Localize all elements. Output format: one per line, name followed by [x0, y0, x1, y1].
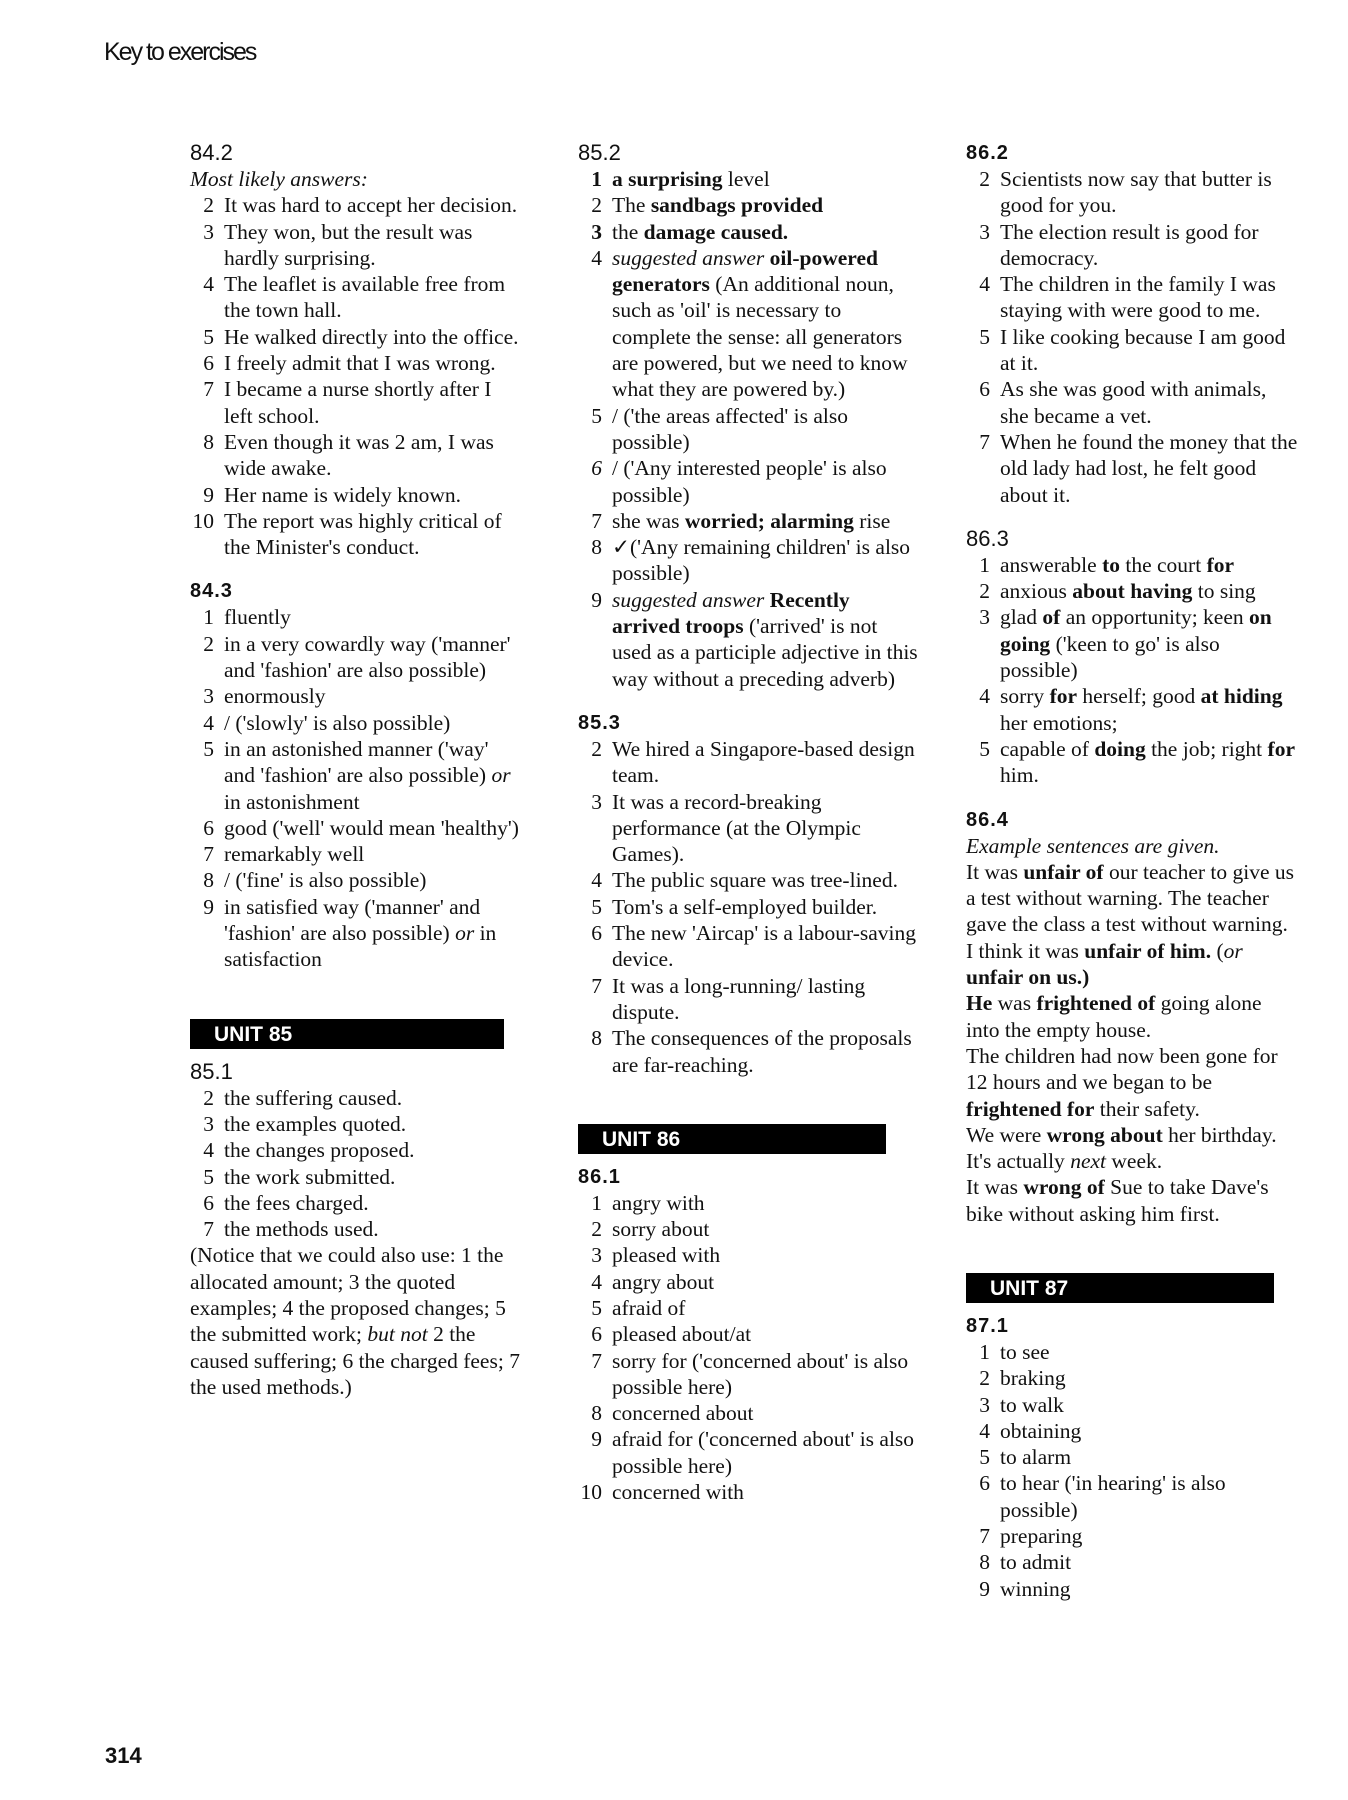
section-heading-85-2: 85.2	[578, 140, 621, 165]
list-item: 7 she was worried; alarming rise	[591, 508, 891, 533]
item-text: The children in the family I was staying with were good to me.	[1000, 272, 1276, 323]
item-text: angry with	[612, 1190, 705, 1215]
list-86-1	[578, 1190, 918, 1506]
list-item	[190, 508, 520, 561]
item-number: 2	[203, 193, 214, 218]
item-text: I became a nurse shortly after I left school.	[224, 377, 492, 428]
item-number: 9	[979, 1576, 990, 1601]
list-item: 7 remarkably well	[203, 842, 365, 867]
list-item	[966, 1339, 1298, 1365]
item-text: It was a record-breaking performance (at the Olympic Games).	[612, 789, 861, 867]
list-item: 4 suggested answer oil-powered generators (An additional noun, such as 'oil' is necessary to complete the sense: all generators are powered, but we need to know what they are powered by.)	[591, 245, 908, 402]
list-item	[190, 192, 520, 218]
item-text: It was hard to accept her decision.	[224, 193, 518, 218]
item-number: 3	[979, 1392, 990, 1417]
item-text: afraid for ('concerned about' is also possible here)	[612, 1427, 915, 1478]
item-number: 2	[591, 1217, 602, 1242]
paragraph: It was unfair of our teacher to give us a test without warning. The teacher gave the class a test without warning. I think it was unfair of him. (or unfair on us.)	[966, 859, 1295, 990]
list-item	[966, 1392, 1298, 1418]
item-text: The public square was tree-lined.	[612, 868, 898, 893]
item-number: 7	[979, 1524, 990, 1549]
item-number: 4	[203, 272, 214, 297]
item-text: winning	[1000, 1576, 1071, 1601]
list-item	[966, 1444, 1298, 1470]
list-item	[190, 1190, 520, 1216]
item-text: to admit	[1000, 1550, 1072, 1575]
paragraph: It was wrong of Sue to take Dave's bike without asking him first.	[966, 1175, 1269, 1226]
item-text: pleased with	[612, 1243, 721, 1268]
unit-87-banner: UNIT 87	[966, 1273, 1274, 1303]
list-item	[966, 1365, 1298, 1391]
item-text: to walk	[1000, 1392, 1064, 1417]
item-number: 8	[591, 1401, 602, 1426]
list-85-1	[190, 1085, 520, 1243]
item-text: Scientists now say that butter is good for you.	[1000, 167, 1272, 218]
item-number: 9	[203, 482, 214, 507]
item-text: The election result is good for democracy.	[1000, 219, 1259, 270]
item-number: 5	[203, 1164, 214, 1189]
list-item	[578, 920, 918, 973]
list-item	[966, 376, 1298, 429]
item-text: They won, but the result was hardly surprising.	[224, 219, 473, 270]
list-item: 9 suggested answer Recently arrived troops ('arrived' is not used as a participle adjective in this way without a preceding adverb)	[591, 587, 918, 691]
item-number: 6	[591, 1322, 602, 1347]
item-number: 5	[203, 324, 214, 349]
section-heading-84-2: 84.2	[190, 140, 233, 165]
item-text: concerned about	[612, 1401, 754, 1426]
item-text: The new 'Aircap' is a labour-saving device.	[612, 921, 917, 972]
item-number: 5	[979, 1445, 990, 1470]
page-header: Key to exercises	[104, 38, 256, 66]
list-item	[190, 1137, 520, 1163]
item-number: 5	[979, 324, 990, 349]
item-text: concerned with	[612, 1480, 744, 1505]
item-text: The consequences of the proposals are far-reaching.	[612, 1026, 912, 1077]
item-number: 6	[979, 377, 990, 402]
list-item	[578, 1216, 918, 1242]
page-number: 314	[105, 1743, 142, 1768]
list-item	[578, 1025, 918, 1078]
list-item	[578, 1479, 918, 1505]
section-heading-84-3: 84.3	[190, 580, 233, 603]
item-number: 9	[591, 1427, 602, 1452]
item-number: 2	[203, 1085, 214, 1110]
item-number: 2	[979, 167, 990, 191]
section-note: (Notice that we could also use: 1 the allocated amount; 3 the quoted examples; 4 the proposed changes; 5 the submitted work; but not 2 the caused suffering; 6 the charged fees; 7 the used methods.)	[190, 1243, 520, 1399]
column-2	[578, 134, 918, 1505]
list-item: 6 / ('Any interested people' is also possible)	[591, 456, 887, 507]
section-intro: Example sentences are given.	[966, 833, 1220, 858]
item-number: 10	[192, 508, 214, 533]
item-text: to hear ('in hearing' is also possible)	[1000, 1471, 1226, 1522]
item-number: 4	[979, 1418, 990, 1443]
list-item	[578, 1348, 918, 1401]
section-heading-86-1: 86.1	[578, 1165, 621, 1188]
list-item	[190, 1164, 520, 1190]
list-item	[190, 324, 520, 350]
unit-85-banner: UNIT 85	[190, 1019, 504, 1049]
item-text: As she was good with animals, she became a vet.	[1000, 377, 1267, 428]
list-item: 2 in a very cowardly way ('manner' and 'fashion' are also possible)	[203, 631, 511, 683]
list-item	[578, 1426, 918, 1479]
list-item	[578, 1321, 918, 1347]
list-item	[190, 219, 520, 272]
item-text: the changes proposed.	[224, 1138, 415, 1163]
list-item	[190, 1216, 520, 1242]
list-item	[578, 867, 918, 893]
list-item: 3 the damage caused.	[591, 219, 789, 244]
item-text: When he found the money that the old lady had lost, he felt good about it.	[1000, 429, 1298, 507]
item-number: 1	[591, 1190, 602, 1215]
item-number: 8	[203, 429, 214, 454]
list-item	[966, 1549, 1298, 1575]
item-text: the fees charged.	[224, 1190, 369, 1215]
item-number: 8	[979, 1550, 990, 1575]
item-text: The leaflet is available free from the town hall.	[224, 272, 506, 323]
section-heading-85-3: 85.3	[578, 711, 621, 734]
list-84-3	[190, 604, 520, 972]
item-text: It was a long-running/ lasting dispute.	[612, 973, 866, 1024]
list-item: 3 enormously	[203, 684, 326, 709]
item-text: the work submitted.	[224, 1164, 396, 1189]
list-item	[190, 429, 520, 482]
paragraph: He was frightened of going alone into the empty house.	[966, 991, 1262, 1042]
list-item	[578, 1295, 918, 1321]
item-text: Even though it was 2 am, I was wide awake.	[224, 429, 494, 481]
list-item: 1 fluently	[203, 605, 291, 630]
list-item: 8 / ('fine' is also possible)	[203, 868, 427, 893]
item-number: 4	[203, 1138, 214, 1163]
list-item	[966, 324, 1298, 377]
list-item	[578, 789, 918, 868]
list-item	[966, 1418, 1298, 1444]
item-number: 7	[203, 1217, 214, 1242]
list-item: 8 ✓('Any remaining children' is also possible)	[591, 535, 911, 586]
list-item	[966, 1523, 1298, 1549]
list-item	[578, 1242, 918, 1268]
list-item: 9 in satisfied way ('manner' and 'fashion' are also possible) or in satisfaction	[203, 894, 497, 972]
item-text: sorry about	[612, 1217, 710, 1242]
item-number: 8	[591, 1026, 602, 1051]
item-text: pleased about/at	[612, 1322, 752, 1347]
list-item	[190, 271, 520, 324]
item-text: I like cooking because I am good at it.	[1000, 324, 1286, 376]
section-heading-87-1: 87.1	[966, 1314, 1009, 1337]
list-item	[190, 350, 520, 376]
list-item	[578, 973, 918, 1026]
list-item	[966, 1576, 1298, 1602]
item-text: Tom's a self-employed builder.	[612, 894, 878, 919]
item-number: 3	[591, 789, 602, 814]
list-item: 5 / ('the areas affected' is also possible)	[591, 403, 848, 454]
list-item	[966, 219, 1298, 272]
item-number: 4	[591, 868, 602, 893]
item-text: the methods used.	[224, 1217, 379, 1242]
list-item: 1 a surprising level	[591, 167, 770, 191]
item-number: 5	[591, 894, 602, 919]
list-item	[578, 1269, 918, 1295]
section-heading-86-4: 86.4	[966, 808, 1009, 831]
list-item	[966, 1470, 1298, 1523]
unit-86-banner: UNIT 86	[578, 1124, 886, 1154]
paragraph: We were wrong about her birthday. It's actually next week.	[966, 1122, 1277, 1174]
item-number: 5	[591, 1295, 602, 1320]
list-item: 1 answerable to the court for	[979, 552, 1235, 577]
list-item	[190, 482, 520, 508]
item-text: He walked directly into the office.	[224, 324, 519, 349]
list-86-2	[966, 166, 1298, 508]
list-item	[578, 894, 918, 920]
item-text: The report was highly critical of the Minister's conduct.	[224, 508, 502, 560]
item-text: sorry for ('concerned about' is also possible here)	[612, 1348, 909, 1399]
item-text: the suffering caused.	[224, 1085, 403, 1110]
list-87-1	[966, 1339, 1298, 1602]
list-item: 2 anxious about having to sing	[979, 579, 1256, 604]
item-number: 2	[979, 1366, 990, 1391]
item-text: preparing	[1000, 1524, 1083, 1549]
item-number: 4	[591, 1269, 602, 1294]
list-item: 5 in an astonished manner ('way' and 'fashion' are also possible) or in astonishment	[203, 736, 511, 814]
list-item	[190, 1085, 520, 1111]
item-text: to see	[1000, 1339, 1050, 1364]
list-item: 4 / ('slowly' is also possible)	[203, 710, 451, 735]
item-number: 7	[591, 973, 602, 998]
item-number: 1	[979, 1339, 990, 1364]
column-3	[966, 134, 1298, 1602]
list-85-3	[578, 736, 918, 1078]
item-number: 3	[591, 1243, 602, 1268]
list-item	[578, 1190, 918, 1216]
item-number: 2	[591, 736, 602, 761]
section-heading-86-3: 86.3	[966, 525, 1009, 551]
item-number: 7	[979, 429, 990, 454]
item-number: 3	[203, 219, 214, 244]
section-heading-86-2: 86.2	[966, 142, 1009, 164]
list-84-2	[190, 192, 520, 560]
list-item: 6 good ('well' would mean 'healthy')	[203, 815, 519, 840]
item-text: I freely admit that I was wrong.	[224, 351, 496, 376]
item-text: the examples quoted.	[224, 1111, 407, 1136]
paragraph: The children had now been gone for 12 hours and we began to be frightened for their safety.	[966, 1043, 1278, 1121]
list-item: 3 glad of an opportunity; keen on going ('keen to go' is also possible)	[979, 605, 1272, 683]
item-number: 3	[979, 219, 990, 244]
section-intro: Most likely answers:	[190, 167, 368, 191]
column-1	[190, 134, 520, 1400]
section-heading-85-1: 85.1	[190, 1058, 233, 1084]
list-item: 2 The sandbags provided	[591, 193, 824, 218]
item-number: 7	[203, 377, 214, 402]
list-item	[190, 1111, 520, 1137]
item-number: 7	[591, 1348, 602, 1373]
item-number: 6	[203, 1190, 214, 1215]
item-text: obtaining	[1000, 1418, 1082, 1443]
list-item	[966, 429, 1298, 508]
list-item	[966, 271, 1298, 324]
item-number: 10	[580, 1480, 602, 1505]
item-number: 6	[203, 351, 214, 376]
item-text: to alarm	[1000, 1445, 1072, 1470]
list-item	[966, 166, 1298, 219]
list-item	[190, 376, 520, 429]
item-text: angry about	[612, 1269, 715, 1294]
item-text: afraid of	[612, 1295, 686, 1320]
item-text: braking	[1000, 1366, 1066, 1391]
list-item	[578, 736, 918, 789]
item-text: We hired a Singapore-based design team.	[612, 736, 915, 788]
item-number: 6	[979, 1471, 990, 1496]
item-number: 6	[591, 921, 602, 946]
list-item: 4 sorry for herself; good at hiding her emotions;	[979, 684, 1283, 735]
list-item: 5 capable of doing the job; right for him.	[979, 736, 1295, 788]
item-text: Her name is widely known.	[224, 482, 462, 507]
item-number: 4	[979, 272, 990, 297]
item-number: 3	[203, 1111, 214, 1136]
list-item	[578, 1400, 918, 1426]
